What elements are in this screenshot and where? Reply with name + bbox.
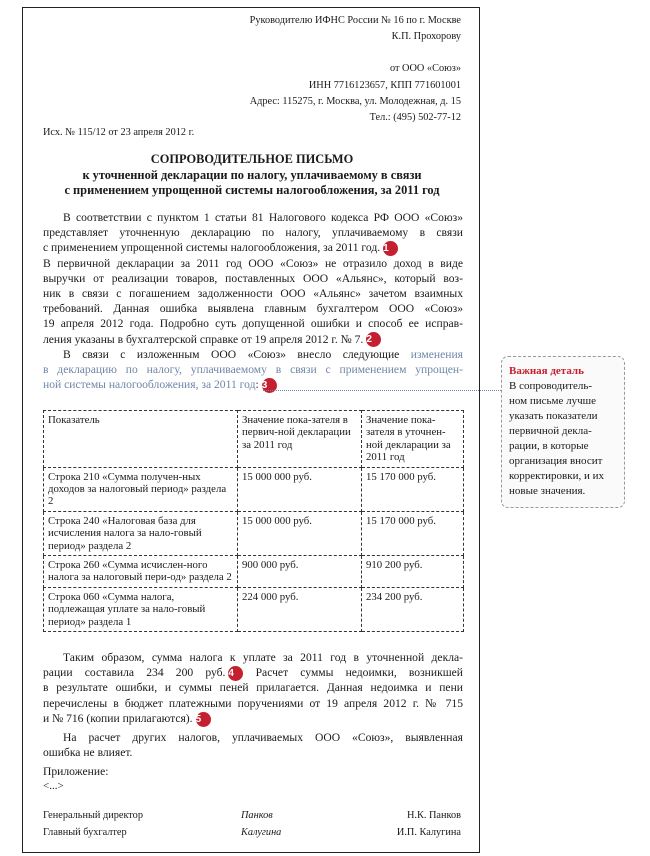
p1-line: с применением упрощенной системы налогообложения, за 2011 год. 1 — [43, 240, 463, 255]
row-corrected: 15 170 000 руб. — [362, 467, 464, 511]
paragraph-4 — [43, 730, 463, 760]
row-label: Строка 260 «Сумма исчислен-ного налога за налоговый пери-од» раздела 2 — [44, 556, 238, 588]
p1-line: выручки от реализации товаров, поставленных ООО «Альянс», который воз- — [43, 271, 463, 285]
p4-line: На расчет других налогов, уплачиваемых ООО «Союз», выявленная — [63, 731, 463, 744]
sender-line-4: Тел.: (495) 502-77-12 — [369, 112, 461, 123]
row-primary: 15 000 000 руб. — [238, 467, 362, 511]
marker-5: 5 — [196, 712, 211, 727]
table-header-row — [44, 411, 464, 468]
sender-line-1: от ООО «Союз» — [389, 63, 461, 74]
title-line-2: к уточненной декларации по налогу, уплачиваемому в связи — [82, 168, 422, 182]
p1-line: ления указаны в бухгалтерской справке от 19 апреля 2012 г. № 7. 2 — [43, 332, 463, 347]
signer-1-signature: Панков — [241, 810, 273, 821]
signer-1-position: Генеральный директор — [43, 810, 143, 821]
p2-line-blue: в декларацию по налогу, уплачиваемому в связи с применением упрощен- — [43, 363, 463, 377]
attachment-value: <...> — [43, 780, 64, 792]
p3-line: перечислены в бюджет платежными поручениями от 19 апреля 2012 г. № 715 — [43, 696, 463, 710]
table-header-cell: Значение пока-зателя в первич-ной декларации за 2011 год — [238, 411, 362, 468]
paragraph-3 — [43, 650, 463, 726]
changes-link[interactable]: изменения — [410, 348, 463, 361]
row-corrected: 234 200 руб. — [362, 587, 464, 631]
attachment-label: Приложение: — [43, 765, 109, 778]
row-label: Строка 240 «Налоговая база для исчисления налога за нало-говый период» раздела 2 — [44, 511, 238, 555]
recipient-line-2: К.П. Прохорову — [391, 31, 461, 42]
sidenote-line: В сопроводитель- — [509, 380, 592, 392]
p1-line: В соответствии с пунктом 1 статьи 81 Налогового кодекса РФ ООО «Союз» — [63, 211, 463, 224]
outgoing-number: Исх. № 115/12 от 23 апреля 2012 г. — [43, 127, 195, 138]
sidenote-line: организация вносит — [509, 455, 603, 467]
table-header-cell: Показатель — [44, 411, 238, 468]
sender-line-2: ИНН 7716123657, КПП 771601001 — [308, 80, 461, 91]
signer-1-name: Н.К. Панков — [406, 810, 461, 821]
recipient-line-1: Руководителю ИФНС России № 16 по г. Москве — [249, 15, 461, 26]
p3-line: рации составила 234 200 руб. 4 Расчет суммы недоимки, возникшей — [43, 666, 463, 680]
sidenote-leader-line — [263, 390, 501, 391]
sidenote-line: первичной декла- — [509, 425, 592, 437]
paragraph-1 — [43, 210, 463, 347]
table-header-cell: Значение пока-зателя в уточнен-ной декларации за 2011 год — [362, 411, 464, 468]
table-row — [44, 587, 464, 631]
row-label: Строка 060 «Сумма налога, подлежащая уплате за нало-говый период» раздела 1 — [44, 587, 238, 631]
p2-line: ной системы налогообложения, за 2011 год: 3 — [43, 377, 463, 392]
paragraph-2 — [43, 347, 463, 393]
p1-line: ник в связи с погашением задолженности ООО «Альянс» зачетом взаимных — [43, 286, 463, 300]
p1-line: В первичной декларации за 2011 год ООО «Союз» не отразило доход в виде — [43, 256, 463, 270]
table-row — [44, 467, 464, 511]
signer-2-signature: Калугина — [241, 827, 282, 838]
sidenote-box — [501, 356, 625, 508]
p3-line: и № 716 (копии прилагаются). 5 — [43, 711, 463, 726]
sidenote-line: новые значения. — [509, 485, 586, 497]
p1-line: представляет уточненную декларацию по налогу, уплачиваемому в связи — [43, 226, 463, 240]
indicators-table — [43, 410, 464, 632]
p3-line: Таким образом, сумма налога к уплате за 2011 год в уточненной декла- — [63, 651, 463, 664]
marker-4: 4 — [228, 666, 243, 681]
title-line-1: СОПРОВОДИТЕЛЬНОЕ ПИСЬМО — [150, 152, 354, 166]
row-primary: 15 000 000 руб. — [238, 511, 362, 555]
sidenote-line: корректировки, и их — [509, 470, 605, 482]
marker-2: 2 — [366, 332, 381, 347]
signer-2-position: Главный бухгалтер — [43, 827, 127, 838]
row-corrected: 910 200 руб. — [362, 556, 464, 588]
p3-line: в результате ошибки, и суммы пеней прилагается. Данная недоимка и пени — [43, 681, 463, 695]
row-primary: 900 000 руб. — [238, 556, 362, 588]
table-row — [44, 556, 464, 588]
p4-line: ошибка не влияет. — [43, 746, 133, 760]
sidenote-heading: Важная деталь — [509, 365, 584, 377]
row-primary: 224 000 руб. — [238, 587, 362, 631]
p1-line: требований. Данная ошибка выявлена главным бухгалтером ООО «Союз» — [43, 302, 463, 316]
sidenote-line: указать показатели — [509, 410, 598, 422]
title-line-3: с применением упрощенной системы налогообложения, за 2011 год — [64, 183, 440, 197]
row-corrected: 15 170 000 руб. — [362, 511, 464, 555]
table-row — [44, 511, 464, 555]
signer-2-name: И.П. Калугина — [396, 827, 461, 838]
sidenote-line: рации, в которые — [509, 440, 589, 452]
p2-line: В связи с изложенным ООО «Союз» внесло следующие изменения — [63, 348, 463, 361]
marker-3: 3 — [262, 378, 277, 393]
row-label: Строка 210 «Сумма получен-ных доходов за налоговый период» раздела 2 — [44, 467, 238, 511]
letter-page — [22, 7, 480, 853]
sidenote-line: ном письме лучше — [509, 395, 597, 407]
p1-line: 19 апреля 2012 года. Подробно суть допущенной ошибки и способ ее исправ- — [43, 317, 463, 331]
marker-1: 1 — [383, 241, 398, 256]
sender-line-3: Адрес: 115275, г. Москва, ул. Молодежная, д. 15 — [249, 96, 461, 107]
